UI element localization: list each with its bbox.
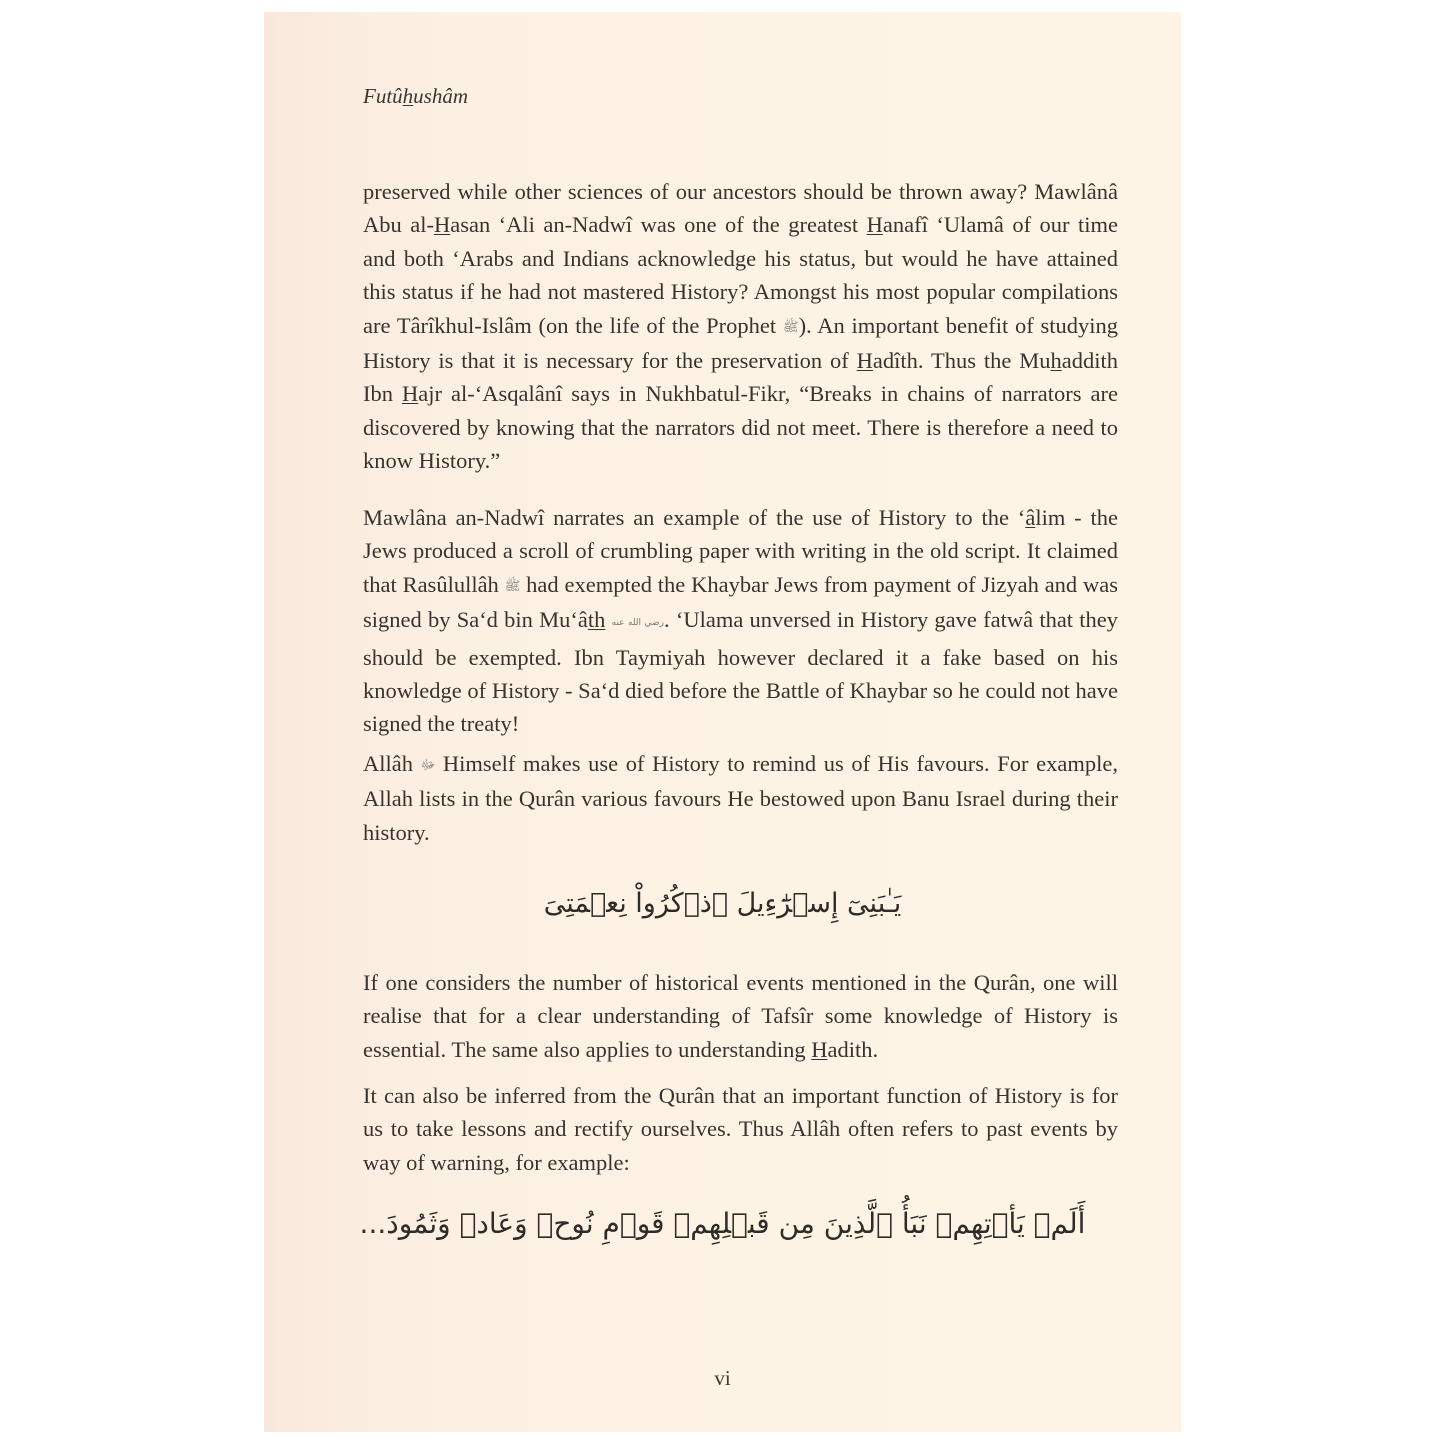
running-head <box>363 84 468 109</box>
running-head-prefix: Futû <box>363 84 403 108</box>
paragraph-1 <box>363 175 1118 478</box>
underlined-letter: H <box>811 1036 828 1062</box>
salutation-icon: ﷺ <box>782 319 799 335</box>
text-run: addith Ibn <box>363 348 1118 407</box>
underlined-letter: H <box>866 212 883 238</box>
text-run: adith. <box>827 1036 879 1062</box>
text-run: asan ‘Ali an-Nadwî was one of the greatest <box>450 212 867 238</box>
text-run: adîth. Thus the Mu <box>872 348 1051 374</box>
underlined-letter: h <box>1050 348 1062 374</box>
quran-quote-2: أَلَمۡ يَأۡتِهِمۡ نَبَأُ ٱلَّذِينَ مِن قَبۡلِهِمۡ قَوۡمِ نُوحٖ وَعَادٖ وَثَمُودَ... <box>359 1207 1086 1240</box>
underlined-letter: H <box>433 212 451 238</box>
paragraph-2 <box>363 501 1118 741</box>
running-head-suffix: ushâm <box>413 84 469 108</box>
paragraph-3 <box>363 747 1118 849</box>
quran-quote-1: يَـٰبَنِىٓ إِسۡرَٰٓءِيلَ ٱذۡكُرُواْ نِعۡمَتِىَ <box>543 888 902 919</box>
text-run: preserved while other sciences of our ancestors should be thrown away? Mawlânâ Abu al- <box>363 179 1118 238</box>
text-run: . ‘Ulama unversed in History gave fatwâ that they should be exempted. Ibn Taymiyah however declared it a fake based on his knowledge of History - Sa‘d died before the Battle of Khaybar so he could not have signed the treaty! <box>363 607 1119 737</box>
salutation-icon: ﷺ <box>504 578 521 594</box>
text-run: If one considers the number of historical events mentioned in the Qurân, one will realise that for a clear understanding of Tafsîr some knowledge of History is essential. The same also applies to understanding <box>363 970 1118 1062</box>
book-page <box>264 12 1181 1432</box>
underlined-letter: th <box>587 607 606 633</box>
page-number: vi <box>714 1366 731 1390</box>
text-run: had exempted the Khaybar Jews from payment of Jizyah and was signed by Sa‘d bin Mu‘â <box>363 571 1119 633</box>
paragraph-4 <box>363 966 1118 1066</box>
text-run: Mawlâna an-Nadwî narrates an example of the use of History to the ‘ <box>363 505 1026 530</box>
text-run: Himself makes use of History to remind us of His favours. For example, Allah lists in the Qurân various favours He bestowed upon Banu Israel during their history. <box>363 751 1118 845</box>
radiallahu-icon: رضي الله عنه <box>611 618 664 629</box>
underlined-letter: â <box>1025 505 1036 530</box>
underlined-letter: H <box>402 381 419 407</box>
paragraph-5 <box>363 1079 1118 1179</box>
text-run: ajr al-‘Asqalânî says in Nukhbatul-Fikr, “Breaks in chains of narrators are discovered by knowing that the narrators did not meet. There is therefore a need to know History.” <box>363 381 1118 474</box>
underlined-letter: H <box>856 348 873 374</box>
running-head-underlined: h <box>402 84 414 108</box>
jalla-jalaluhu-icon: ﷻ <box>420 758 436 773</box>
text-run: Allâh <box>363 751 421 776</box>
text-run: It can also be inferred from the Qurân that an important function of History is for us to take lessons and rectify ourselves. Thus Allâh often refers to past events by way of warning, for example: <box>363 1083 1118 1175</box>
text-run: lim - the Jews produced a scroll of crumbling paper with writing in the old script. It claimed that Rasûlullâh <box>363 505 1119 597</box>
text-run: anafî ‘Ulamâ of our time and both ‘Arabs and Indians acknowledge his status, but would he have attained this status if he had not mastered History? Amongst his most popular compilations are Târîkhul-Islâm (on the life of the Prophet <box>363 212 1118 338</box>
text-run: ). An important benefit of studying History is that it is necessary for the preservation of <box>363 312 1118 374</box>
